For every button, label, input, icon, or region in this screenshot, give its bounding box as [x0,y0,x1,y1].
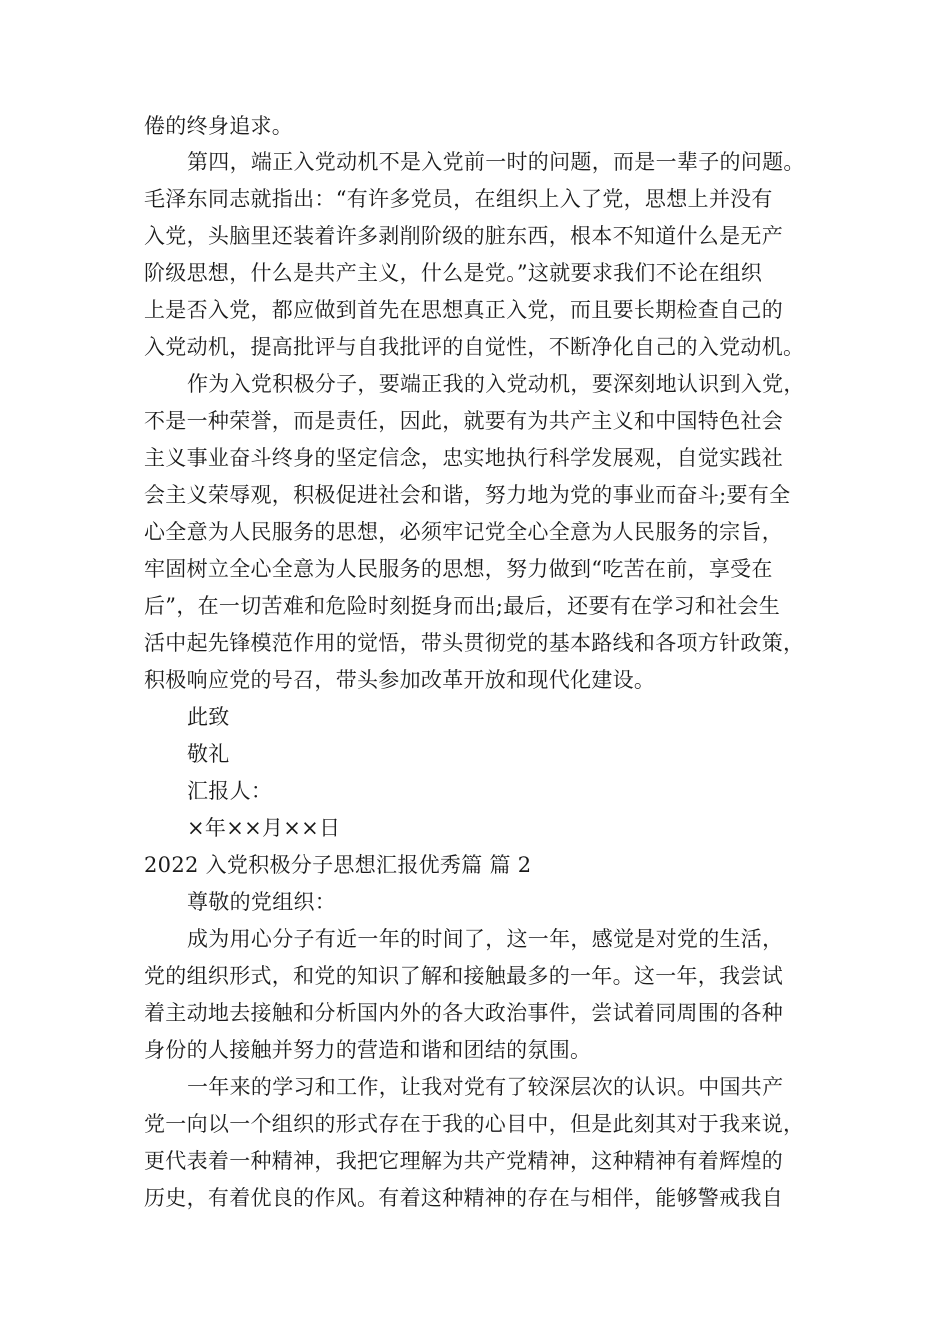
paragraph-line: 牢固树立全心全意为人民服务的思想，努力做到“吃苦在前，享受在 [144,557,773,581]
paragraph-line: 党的组织形式，和党的知识了解和接触最多的一年。这一年，我尝试 [144,964,783,988]
paragraph-line: 更代表着一种精神，我把它理解为共产党精神，这种精神有着辉煌的 [144,1149,783,1173]
paragraph-line: 倦的终身追求。 [144,114,294,138]
paragraph-line: 后”，在一切苦难和危险时刻挺身而出;最后，还要有在学习和社会生 [144,594,781,618]
salutation-line: 此致 [187,705,230,729]
paragraph-line: 不是一种荣誉，而是责任，因此，就要有为共产主义和中国特色社会 [144,409,783,433]
paragraph-line: 活中起先锋模范作用的觉悟，带头贯彻党的基本路线和各项方针政策， [144,631,805,655]
signature-label: 汇报人： [187,779,273,803]
paragraph-line: 积极响应党的号召，带头参加改革开放和现代化建设。 [144,668,656,692]
paragraph-line: 会主义荣辱观，积极促进社会和谐，努力地为党的事业而奋斗;要有全 [144,483,791,507]
paragraph-line: 入党，头脑里还装着许多剥削阶级的脏东西，根本不知道什么是无产 [144,224,783,248]
paragraph-line: 阶级思想，什么是共产主义，什么是党。”这就要求我们不论在组织 [144,261,763,285]
paragraph-line: 一年来的学习和工作，让我对党有了较深层次的认识。中国共产 [187,1075,784,1099]
paragraph-line: 毛泽东同志就指出：“有许多党员，在组织上入了党，思想上并没有 [144,187,773,211]
paragraph-line: 着主动地去接触和分析国内外的各大政治事件，尝试着同周围的各种 [144,1001,783,1025]
paragraph-line: 入党动机，提高批评与自我批评的自觉性，不断净化自己的入党动机。 [144,335,805,359]
salutation-line: 敬礼 [187,742,230,766]
section-heading: 2022 入党积极分子思想汇报优秀篇 篇 2 [144,853,532,877]
paragraph-line: 党一向以一个组织的形式存在于我的心目中，但是此刻其对于我来说， [144,1112,805,1136]
paragraph-line: 历史，有着优良的作风。有着这种精神的存在与相伴，能够警戒我自 [144,1186,783,1210]
paragraph-line: 主义事业奋斗终身的坚定信念，忠实地执行科学发展观，自觉实践社 [144,446,783,470]
paragraph-line: 身份的人接触并努力的营造和谐和团结的氛围。 [144,1038,592,1062]
greeting-line: 尊敬的党组织： [187,890,337,914]
paragraph-line: 第四，端正入党动机不是入党前一时的问题，而是一辈子的问题。 [187,150,805,174]
paragraph-line: 作为入党积极分子，要端正我的入党动机，要深刻地认识到入党， [187,372,805,396]
paragraph-line: 成为用心分子有近一年的时间了，这一年，感觉是对党的生活， [187,927,784,951]
paragraph-line: 心全意为人民服务的思想，必须牢记党全心全意为人民服务的宗旨， [144,520,783,544]
paragraph-line: 上是否入党，都应做到首先在思想真正入党，而且要长期检查自己的 [144,298,783,322]
date-line: ×年××月××日 [187,816,341,840]
